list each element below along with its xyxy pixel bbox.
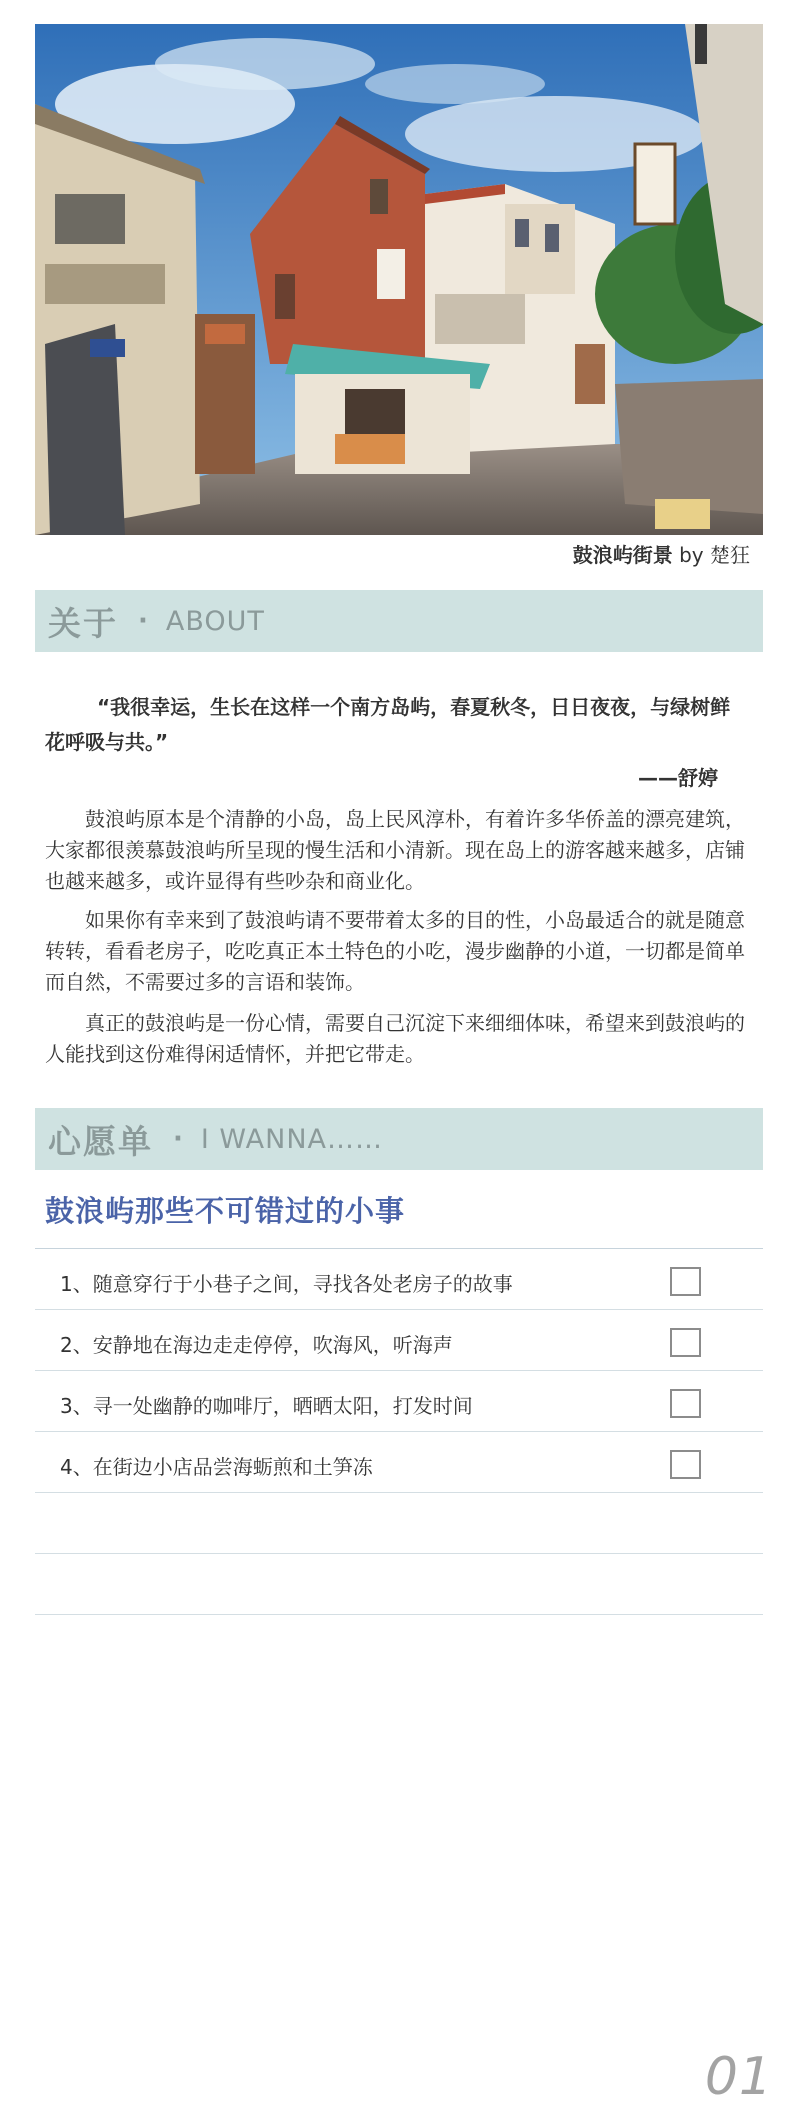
photo-caption (573, 539, 750, 568)
wishlist-checkbox[interactable] (670, 1267, 701, 1296)
quote-author: ——舒婷 (638, 766, 718, 790)
wishlist-checkbox[interactable] (670, 1389, 701, 1418)
wishlist-title-zh: 心愿单 (48, 1121, 153, 1161)
about-paragraph-3: 真正的鼓浪屿是一份心情，需要自己沉淀下来细细体味，希望来到鼓浪屿的人能找到这份难得闲适情怀，并把它带走。 (45, 1011, 745, 1066)
wishlist-empty-row (35, 1554, 763, 1615)
about-title-en: ABOUT (165, 605, 265, 637)
wishlist-item (35, 1310, 763, 1371)
wishlist-item (35, 1249, 763, 1310)
about-paragraph-2: 如果你有幸来到了鼓浪屿请不要带着太多的目的性，小岛最适合的就是随意转转，看看老房子，吃吃真正本土特色的小吃，漫步幽静的小道，一切都是简单而自然，不需要过多的言语和装饰。 (45, 908, 745, 994)
wishlist-section-header (35, 1108, 763, 1170)
wishlist-empty-row (35, 1493, 763, 1554)
caption-credit: by 楚狂 (672, 543, 750, 567)
wishlist-item-text: 2、安静地在海边走走停停，吹海风，听海声 (60, 1333, 453, 1357)
about-paragraph-1: 鼓浪屿原本是个清静的小岛，岛上民风淳朴，有着许多华侨盖的漂亮建筑，大家都很羡慕鼓浪屿所呈现的慢生活和小清新。现在岛上的游客越来越多，店铺也越来越多，或许显得有些吵杂和商业化。 (45, 807, 745, 893)
wishlist-title-en: I WANNA…… (200, 1123, 383, 1155)
wishlist-separator: · (173, 1124, 183, 1154)
wishlist-item (35, 1432, 763, 1493)
wishlist-checkbox[interactable] (670, 1328, 701, 1357)
wishlist-checkbox[interactable] (670, 1450, 701, 1479)
wishlist-item-text: 4、在街边小店品尝海蛎煎和土笋冻 (60, 1455, 373, 1479)
about-title-zh: 关于 (48, 603, 118, 643)
wishlist-item-text: 1、随意穿行于小巷子之间，寻找各处老房子的故事 (60, 1272, 513, 1296)
about-separator: · (138, 606, 148, 636)
wishlist-item (35, 1371, 763, 1432)
page-number: 01 (704, 2047, 773, 2107)
about-quote: “我很幸运，生长在这样一个南方岛屿，春夏秋冬，日日夜夜，与绿树鲜花呼吸与共。” (45, 695, 731, 754)
wishlist (35, 1249, 763, 1615)
caption-title: 鼓浪屿街景 (572, 543, 673, 567)
wishlist-subtitle: 鼓浪屿那些不可错过的小事 (45, 1194, 406, 1228)
street-scene-illustration (35, 24, 763, 535)
about-section-header (35, 590, 763, 652)
shop-sign (635, 144, 675, 224)
street-scene-photo (35, 24, 763, 535)
wishlist-item-text: 3、寻一处幽静的咖啡厅，晒晒太阳，打发时间 (60, 1394, 473, 1418)
